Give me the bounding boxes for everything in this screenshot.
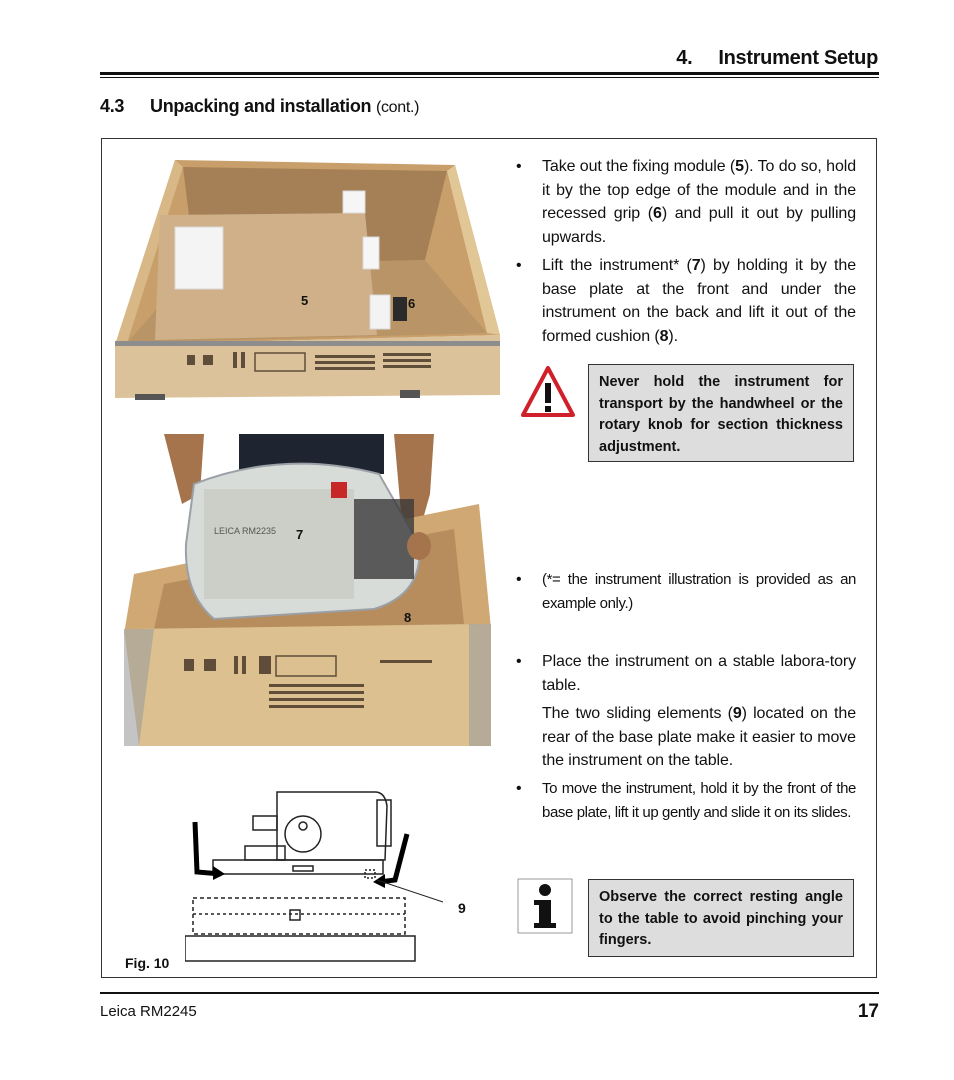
- ref-6: 6: [653, 205, 662, 222]
- chapter-title: [676, 47, 878, 70]
- callout-7: 7: [296, 527, 304, 542]
- warning-icon: [520, 365, 576, 419]
- bullet-lift-instrument: • Lift the instrument* (7) by holding it by the base plate at the front and under the instrument on the back and lift it out of the formed cushion (8).: [516, 254, 856, 348]
- header-rule-thin: [100, 77, 879, 78]
- page-number: 17: [857, 1001, 879, 1022]
- callout-9: 9: [458, 900, 466, 916]
- header-rule: [100, 72, 879, 75]
- instrument-drawing: [185, 786, 455, 966]
- bullet-take-out-module: • Take out the fixing module (5). To do so, hold it by the top edge of the module and in the recessed grip (6) and pull it out by pulling upwards.: [516, 155, 856, 249]
- bullet-dot: •: [516, 257, 522, 274]
- bullet-move-instrument: • To move the instrument, hold it by the front of the base plate, lift it up gently and slide it on its slides.: [516, 777, 856, 824]
- chapter-number: 4.: [676, 47, 693, 69]
- crate-photo-2: [124, 434, 491, 746]
- callout-8: 8: [404, 610, 412, 625]
- running-header: [100, 44, 878, 72]
- paragraph-sliding-elements: The two sliding elements (9) located on the rear of the base plate make it easier to move the instrument on the table.: [542, 705, 857, 769]
- warning-note: Never hold the instrument for transport by the handwheel or the rotary knob for section thickness adjustment.: [588, 364, 854, 462]
- bullet-dot: •: [516, 158, 522, 175]
- ref-5: 5: [735, 158, 744, 175]
- section-suffix: (cont.): [375, 99, 420, 116]
- bullet-dot: •: [516, 780, 522, 797]
- ref-8: 8: [659, 327, 669, 345]
- bullet-dot: •: [516, 571, 522, 588]
- callout-6: 6: [408, 296, 416, 311]
- info-icon: [517, 878, 573, 934]
- info-note: Observe the correct resting angle to the table to avoid pinching your fingers.: [588, 879, 854, 957]
- footer-product: Leica RM2245: [100, 1003, 197, 1020]
- chapter-title-text: Instrument Setup: [718, 47, 878, 69]
- bullet-dot: •: [516, 653, 522, 670]
- instrument-brand: LEICA RM2235: [214, 526, 277, 536]
- bullet-illustration-note: • (*= the instrument illustration is provided as an example only.): [516, 568, 856, 615]
- section-heading: [100, 96, 419, 117]
- ref-7: 7: [691, 257, 701, 274]
- figure-label: Fig. 10: [125, 955, 170, 971]
- bullet-place-instrument: • Place the instrument on a stable labora-tory table.: [516, 650, 856, 697]
- ref-9: 9: [732, 705, 742, 722]
- callout-5: 5: [301, 293, 309, 308]
- section-number: 4.3: [100, 96, 125, 116]
- footer-rule: [100, 992, 879, 994]
- section-title: Unpacking and installation: [150, 96, 372, 116]
- crate-photo-1: [115, 155, 500, 400]
